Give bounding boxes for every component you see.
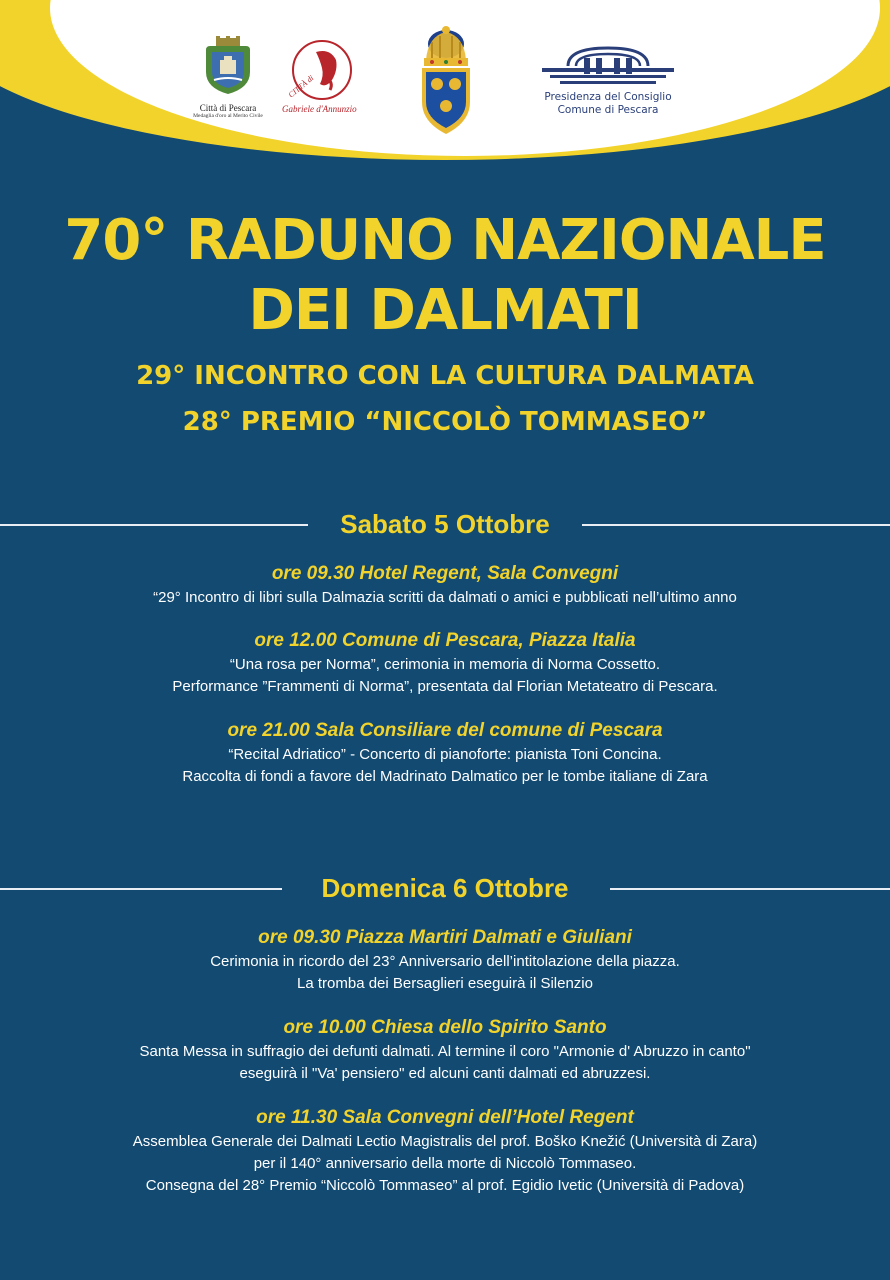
event-description: Consegna del 28° Premio “Niccolò Tommaseo” al prof. Egidio Ivetic (Università di Padova)	[145, 1177, 745, 1194]
event-title: ore 09.30 Hotel Regent, Sala Convegni	[271, 563, 619, 584]
event-item	[0, 561, 890, 609]
event-description: Assemblea Generale dei Dalmati Lectio Magistralis del prof. Boško Knežić (Università di Zara)	[132, 1133, 758, 1150]
pescara-coat-of-arms-icon	[202, 36, 254, 96]
dannunzio-signature-text: Gabriele d'Annunzio	[282, 104, 357, 114]
event-title: ore 11.30 Sala Convegni dell’Hotel Regent	[256, 1107, 634, 1128]
subtitle-line2: 28° PREMIO “NICCOLÒ TOMMASEO”	[182, 407, 708, 437]
event-description: eseguirà il "Va' pensiero" ed alcuni canti dalmati ed abruzzesi.	[239, 1065, 651, 1082]
day-label: Sabato 5 Ottobre	[340, 509, 550, 539]
pescara-logo	[188, 36, 268, 120]
event-description: Performance ”Frammenti di Norma”, presentata dal Florian Metateatro di Pescara.	[172, 678, 718, 695]
event-item	[0, 1105, 890, 1197]
event-description: La tromba dei Bersaglieri eseguirà il Silenzio	[297, 975, 593, 992]
event-title: ore 21.00 Sala Consiliare del comune di Pescara	[227, 720, 663, 741]
event-item	[0, 628, 890, 698]
event-description: Santa Messa in suffragio dei defunti dalmati. Al termine il coro "Armonie d' Abruzzo in canto"	[139, 1043, 751, 1060]
event-title: ore 12.00 Comune di Pescara, Piazza Italia	[254, 630, 636, 651]
consiglio-building-icon	[540, 44, 676, 86]
pescara-caption: Città di Pescara	[199, 103, 257, 113]
day-header-saturday	[0, 504, 890, 544]
event-description: “29° Incontro di libri sulla Dalmazia scritti da dalmati o amici e pubblicati nell’ultimo anno	[153, 589, 737, 606]
dalmatia-crest	[416, 24, 476, 136]
event-description: “Una rosa per Norma”, cerimonia in memoria di Norma Cossetto.	[229, 656, 661, 673]
event-description: per il 140° anniversario della morte di Niccolò Tommaseo.	[253, 1155, 637, 1172]
event-title: ore 09.30 Piazza Martiri Dalmati e Giuliani	[258, 927, 632, 948]
main-title-line1: 70° RADUNO NAZIONALE	[64, 208, 826, 273]
event-description: “Recital Adriatico” - Concerto di pianoforte: pianista Toni Concina.	[228, 746, 662, 763]
event-item	[0, 925, 890, 995]
consiglio-logo	[538, 44, 678, 117]
consiglio-caption-line2: Comune di Pescara	[557, 104, 659, 116]
event-description: Cerimonia in ricordo del 23° Anniversario dell’intitolazione della piazza.	[210, 953, 680, 970]
event-item	[0, 718, 890, 788]
subtitle-line1: 29° INCONTRO CON LA CULTURA DALMATA	[136, 361, 754, 391]
pescara-subcaption: Medaglia d'oro al Merito Civile	[193, 113, 263, 119]
crowned-shield-icon	[416, 24, 476, 136]
event-description: Raccolta di fondi a favore del Madrinato Dalmatico per le tombe italiane di Zara	[182, 768, 708, 785]
consiglio-caption-line1: Presidenza del Consiglio	[544, 91, 672, 103]
logo-strip	[0, 0, 890, 150]
event-item	[0, 1015, 890, 1085]
dannunzio-text-citta: CITTÀ di	[286, 73, 316, 100]
day-label: Domenica 6 Ottobre	[321, 873, 569, 903]
dannunzio-logo	[280, 38, 364, 120]
day-header-sunday	[0, 868, 890, 908]
event-title: ore 10.00 Chiesa dello Spirito Santo	[283, 1017, 607, 1038]
main-title-line2: DEI DALMATI	[248, 278, 642, 343]
